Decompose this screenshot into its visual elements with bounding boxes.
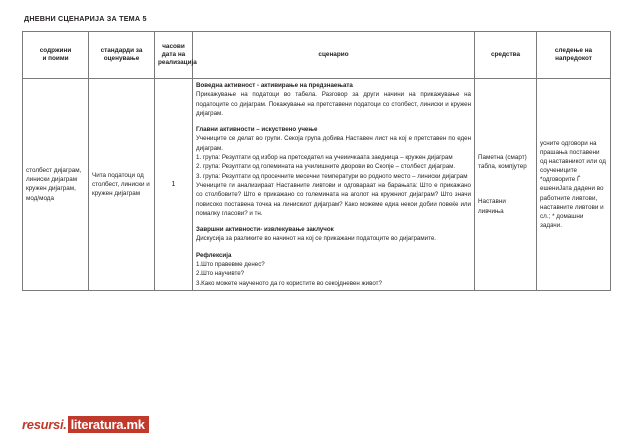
cell-terms: столбест дијаграм, линиски дијаграм кружен дијаграм, мод/мода xyxy=(23,79,89,291)
scenario-heading-intro: Воведна активност - активирање на предзнаењата xyxy=(196,82,353,89)
cell-standards: Чита податоци од столбест, линиски и кружен дијаграм xyxy=(89,79,155,291)
cell-hours: 1 xyxy=(155,79,193,291)
means-item-smartboard: Паметна (смарт) табла, компјутер xyxy=(478,154,527,171)
logo-text-literatura: literatura.mk xyxy=(68,416,149,433)
follow-up-item-worksheets: *одговорите Ѓ ешениЈата дадени во работните ливтови, наставните ливтови и сл.; xyxy=(540,176,604,220)
column-header-hours: часови дата на реализација xyxy=(155,32,193,79)
column-header-scenario: сценарио xyxy=(193,32,475,79)
follow-up-item-homework: * домашни задачи. xyxy=(540,212,584,229)
column-header-standards: стандарди за оценување xyxy=(89,32,155,79)
scenario-reflection-q1: 1.Што правевме денес? xyxy=(196,261,265,269)
column-header-terms: содржини и поими xyxy=(23,32,89,79)
logo-text-resursi: resursi. xyxy=(22,417,67,432)
scenario-text-group-3: 3. група: Резултати од просечните месечни температури во родното место – линиски дијаграм xyxy=(196,172,468,180)
cell-scenario xyxy=(193,79,475,291)
scenario-text-group-2: 2. група: Резултати од големината на училишните дворови во Скопје – столбест дијаграм. xyxy=(196,163,456,171)
means-item-worksheets: Наставни ливчиња xyxy=(478,198,506,215)
site-logo xyxy=(22,416,149,433)
scenario-text-closing: Дискусија за разликите во начинот на кој се прикажани податоците во дијаграмите. xyxy=(196,235,436,243)
scenario-text-group-1: 1. група: Резултати од избор на претседател на учеиичкаата заедница – кружен дијаграм xyxy=(196,154,453,162)
scenario-text-groups: Учениците се делат во групи. Секоја група добива Наставен лист на кој е претставен по еден дијаграм. xyxy=(196,135,471,152)
column-header-follow-up: следење на напредокот xyxy=(537,32,611,79)
scenario-heading-closing: Завршни активности- извлекување заклучок xyxy=(196,226,334,234)
scenario-reflection-q3: 3.Како можете наученото да го користите во секојдневен живот? xyxy=(196,279,382,287)
cell-follow-up xyxy=(537,79,611,291)
cell-means xyxy=(475,79,537,291)
scenario-reflection-q2: 2.Што научивте? xyxy=(196,270,245,278)
scenario-heading-reflection: Рефлексија xyxy=(196,251,232,259)
scenario-text-intro: Прикажување на податоци во табела. Разговор за други начини на прикажување на податоците со дијаграм. Покажување на претставени податоци со столбест, линиски и кружен дијаграм. xyxy=(196,91,471,117)
table-row xyxy=(23,79,611,291)
page-title: ДНЕВНИ СЦЕНАРИЈА ЗА ТЕМА 5 xyxy=(24,14,147,23)
daily-scenario-table xyxy=(22,31,611,291)
scenario-heading-main: Главни активности – искуствено учење xyxy=(196,126,318,134)
scenario-text-analysis: Учениците ги анализираат Наставните ливтови и одговараат на барањата: Што е прикажано со столбовите? Што е прикажано со големината на аголот на кружниот дијаграм? Што значи повисоко поставена точка на линискиот дијаграм? Како можеме едиа некои добии повеќе или помалку гласови? и тн. xyxy=(196,181,471,217)
table-header-row xyxy=(23,32,611,79)
follow-up-item-oral: усните одговори на прашања поставени од наставникот или од соучениците xyxy=(540,139,606,175)
column-header-means: средства xyxy=(475,32,537,79)
